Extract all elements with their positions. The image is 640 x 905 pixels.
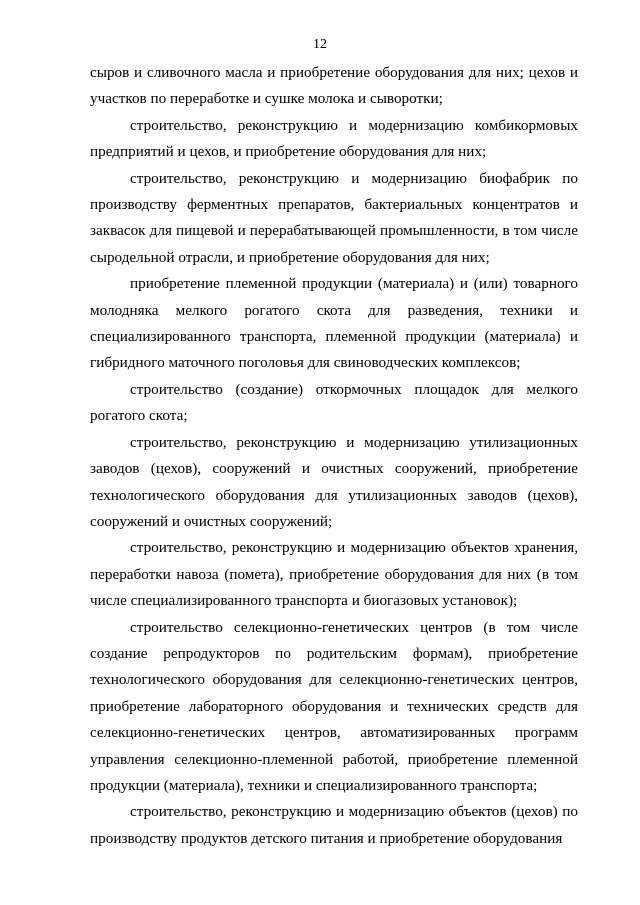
paragraph-feedlots: строительство (создание) откормочных площадок для мелкого рогатого скота; [90,380,578,425]
paragraph-continuation: сыров и сливочного масла и приобретение оборудования для них; цехов и участков по переработке и сушке молока и сыворотки; [90,64,578,108]
paragraph-breeding-stock: приобретение племенной продукции (материала) и (или) товарного молодняка мелкого рогатого скота для разведения, техники и специализированного транспорта, племенной продукции (материала) и гибридного маточного поголовья для свиноводческих комплексов; [90,275,578,372]
paragraph-biofactories: строительство, реконструкцию и модернизацию биофабрик по производству ферментных препаратов, бактериальных концентратов и заквасок для пищевой и перерабатывающей промышленности, в том числе сыродельной отрасли, и приобретение оборудования для них; [90,169,578,266]
paragraph-manure-storage: строительство, реконструкцию и модернизацию объектов хранения, переработки навоза (помета), приобретение оборудования для них (в том числе специализированного транспорта и биогазовых установок); [90,539,578,610]
paragraph-feed-mills: строительство, реконструкцию и модернизацию комбикормовых предприятий и цехов, и приобретение оборудования для них; [90,116,578,161]
paragraph-genetic-centers: строительство селекционно-генетических центров (в том числе создание репродукторов по родительским формам), приобретение технологического оборудования для селекционно-генетических центров, приобретение лабораторного оборудования и технических средств для селекционно-генетических центров, автоматизированных программ управления селекционно-племенной работой, приобретение племенной продукции (материала), техники и специализированного транспорта; [90,618,578,794]
paragraph-recycling-plants: строительство, реконструкцию и модернизацию утилизационных заводов (цехов), сооружений и очистных сооружений, приобретение технологического оборудования для утилизационных заводов (цехов), сооружений и очистных сооружений; [90,433,578,530]
paragraph-baby-food: строительство, реконструкцию и модернизацию объектов (цехов) по производству продуктов детского питания и приобретение оборудования [90,803,578,847]
document-body [90,60,578,852]
page-number: 12 [313,37,327,52]
